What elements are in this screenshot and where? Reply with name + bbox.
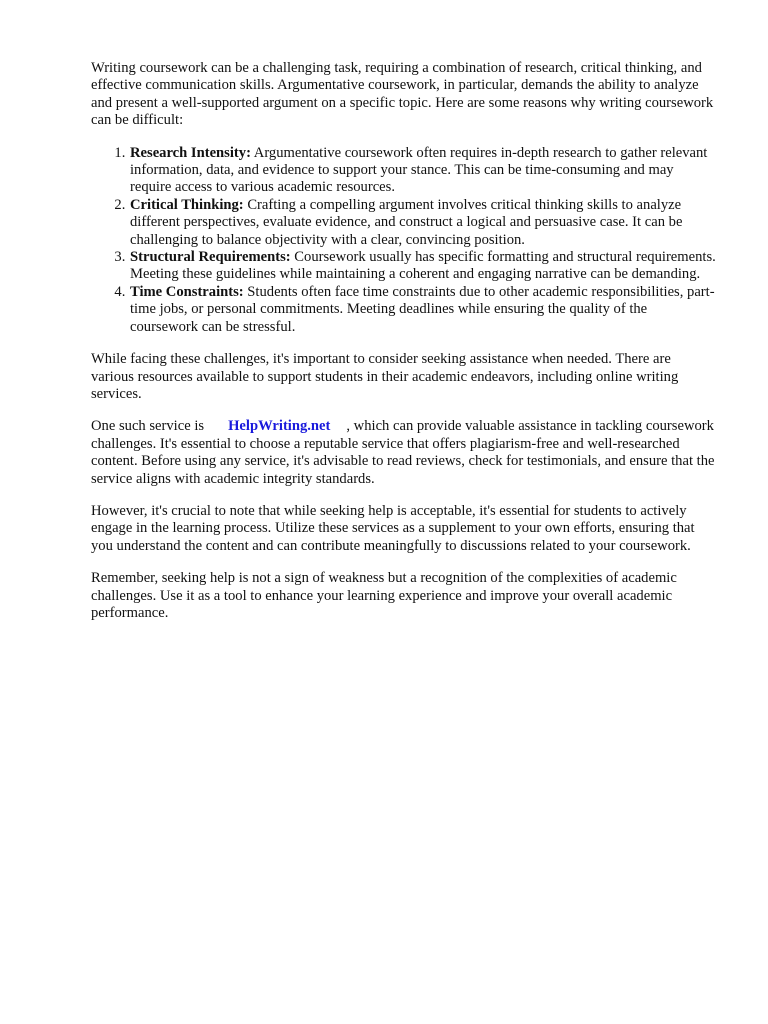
reasons-list	[91, 145, 717, 336]
list-item	[129, 145, 717, 197]
reason-text: Crafting a compelling argument involves critical thinking skills to analyze different perspectives, evaluate evidence, and construct a logical and persuasive case. It can be challenging to balance objectivity with a clear, convincing position.	[130, 196, 683, 248]
list-item	[129, 249, 717, 284]
service-text-after: , which can provide valuable assistance in tackling coursework challenges. It's essential to choose a reputable service that offers plagiarism-free and well-researched content. Before using any service, it's advisable to read reviews, check for testimonials, and ensure that the service aligns with academic integrity standards.	[91, 418, 715, 487]
helpwriting-link[interactable]: HelpWriting.net	[228, 418, 331, 435]
reason-text: Coursework usually has specific formatting and structural requirements. Meeting these guidelines while maintaining a coherent and engaging narrative can be demanding.	[130, 249, 716, 283]
service-paragraph	[91, 418, 717, 488]
list-item	[129, 284, 717, 336]
challenges-paragraph: While facing these challenges, it's important to consider seeking assistance when needed. There are various resources available to support students in their academic endeavors, including online writing services.	[91, 351, 679, 402]
remember-paragraph: Remember, seeking help is not a sign of weakness but a recognition of the complexities of academic challenges. Use it as a tool to enhance your learning experience and improve your overall academic performance.	[91, 570, 677, 621]
list-item	[129, 197, 717, 249]
reason-text: Argumentative coursework often requires in-depth research to gather relevant information, data, and evidence to support your stance. This can be time-consuming and may require access to various academic resources.	[130, 144, 708, 196]
document-body	[91, 60, 717, 637]
reason-term: Time Constraints:	[130, 283, 244, 300]
reason-term: Research Intensity:	[130, 144, 251, 161]
service-text-before: One such service is	[91, 418, 205, 435]
reason-term: Structural Requirements:	[130, 249, 291, 266]
intro-paragraph: Writing coursework can be a challenging task, requiring a combination of research, critical thinking, and effective communication skills. Argumentative coursework, in particular, demands the ability to analyze and present a well-supported argument on a specific topic. Here are some reasons why writing coursework can be difficult:	[91, 60, 714, 129]
however-paragraph: However, it's crucial to note that while seeking help is acceptable, it's essential for students to actively engage in the learning process. Utilize these services as a supplement to your own efforts, ensuring that you understand the content and can contribute meaningfully to discussions related to your coursework.	[91, 502, 695, 554]
reason-term: Critical Thinking:	[130, 196, 244, 213]
reason-text: Students often face time constraints due to other academic responsibilities, part-time jobs, or personal commitments. Meeting deadlines while ensuring the quality of the coursework can be stressful.	[130, 283, 715, 335]
